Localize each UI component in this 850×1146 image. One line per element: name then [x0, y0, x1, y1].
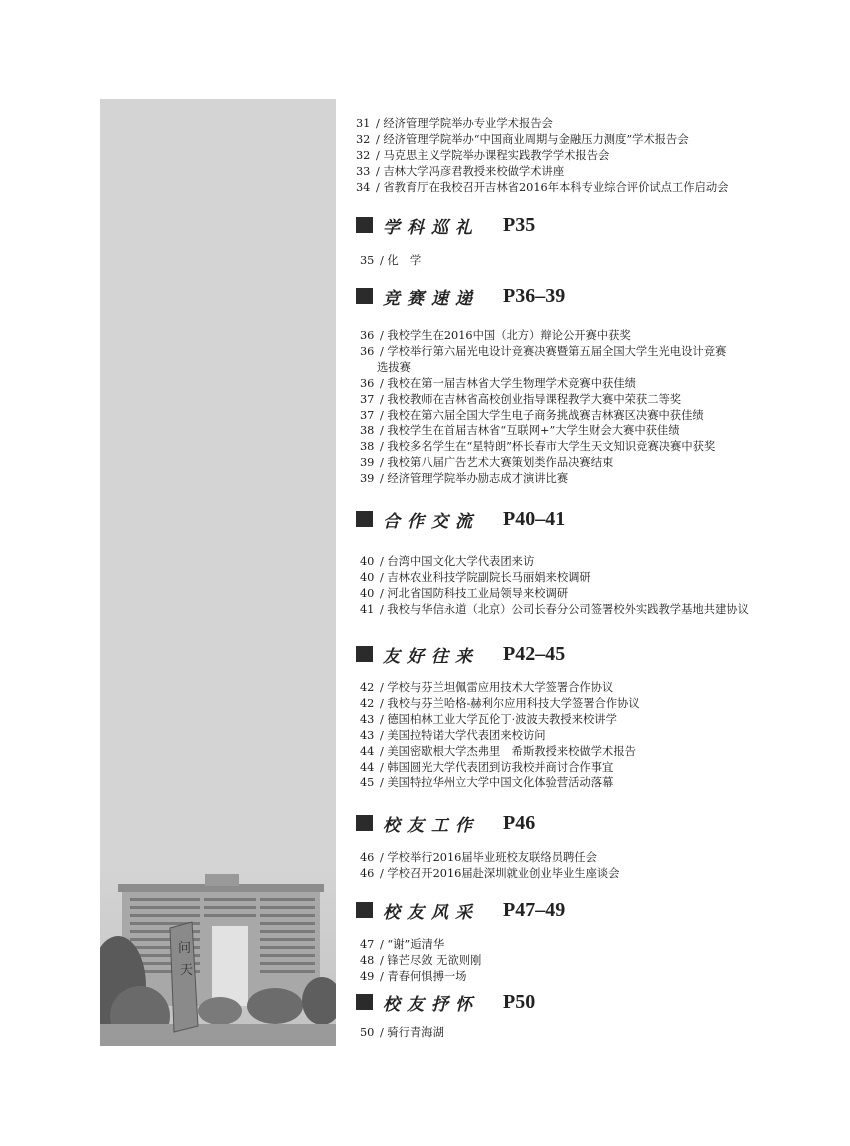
entry-title: 河北省国防科技工业局领导来校调研	[387, 586, 569, 600]
entry-title: 学校与芬兰坦佩雷应用技术大学签署合作协议	[387, 681, 614, 694]
entry-title: 学校举行2016届毕业班校友联络员聘任会	[387, 851, 597, 864]
entry-title: 吉林大学冯彦君教授来校做学术讲座	[383, 164, 565, 178]
entry-title: 我校学生在首届吉林省“互联网+”大学生财会大赛中获佳绩	[387, 424, 680, 438]
entry-page-number: 47	[360, 938, 375, 951]
entry-title: 青春何惧搏一场	[387, 969, 467, 983]
entry-title: 学校召开2016届赴深圳就业创业毕业生座谈会	[387, 866, 620, 880]
entry-title: 吉林农业科技学院副院长马丽娟来校调研	[387, 570, 591, 584]
toc-entry[interactable]: 44 / 韩国圆光大学代表团到访我校并商讨合作事宜	[360, 760, 614, 774]
left-sidebar-panel	[100, 99, 336, 1046]
entry-title: 美国特拉华州立大学中国文化体验营活动落幕	[387, 776, 614, 790]
entry-page-number: 38	[360, 440, 375, 454]
section-square-icon	[356, 217, 373, 233]
toc-entry[interactable]: 37 / 我校教师在吉林省高校创业指导课程教学大赛中荣获二等奖	[360, 392, 682, 406]
entry-page-number: 36	[360, 329, 375, 342]
toc-entry[interactable]: 35 / 化 学	[360, 254, 422, 267]
svg-text:天: 天	[180, 963, 194, 978]
section-page-range: P42–45	[503, 642, 566, 665]
section-page-range: P47–49	[503, 898, 566, 921]
entry-page-number: 40	[360, 555, 375, 568]
toc-entry[interactable]: 31 / 经济管理学院举办专业学术报告会	[356, 117, 553, 130]
entry-title: “谢”逅清华	[387, 938, 445, 951]
entry-page-number: 42	[360, 681, 375, 694]
entry-title: 经济管理学院举办励志成才演讲比赛	[387, 472, 569, 486]
section-header	[356, 812, 535, 834]
section-square-icon	[356, 288, 373, 304]
entry-page-number: 36	[360, 376, 375, 390]
entry-title: 经济管理学院举办“中国商业周期与金融压力测度”学术报告会	[383, 132, 689, 146]
toc-entry[interactable]: 48 / 锋芒尽敛 无欲则刚	[360, 953, 482, 967]
toc-entry[interactable]: 32 / 经济管理学院举办“中国商业周期与金融压力测度”学术报告会	[356, 132, 689, 146]
entry-page-number: 43	[360, 728, 375, 742]
toc-entry[interactable]: 43 / 德国柏林工业大学瓦伦丁·波波夫教授来校讲学	[360, 712, 617, 726]
section-page-range: P35	[503, 213, 536, 236]
entry-page-number: 37	[360, 392, 375, 406]
section-square-icon	[356, 646, 373, 662]
entry-title: 我校与华信永道（北京）公司长春分公司签署校外实践教学基地共建协议	[387, 602, 749, 616]
section-header	[356, 991, 535, 1013]
entry-page-number: 41	[360, 602, 375, 616]
toc-entry[interactable]: 32 / 马克思主义学院举办课程实践教学学术报告会	[356, 148, 610, 162]
toc-entry[interactable]: 38 / 我校多名学生在“星特朗”杯长春市大学生天文知识竞赛决赛中获奖	[360, 440, 716, 454]
entry-title: 我校在第一届吉林省大学生物理学术竞赛中获佳绩	[387, 376, 636, 390]
toc-entry[interactable]: 47 / “谢”逅清华	[360, 938, 445, 951]
toc-entry[interactable]: 44 / 美国密歇根大学杰弗里 希斯教授来校做学术报告	[360, 744, 636, 758]
entry-page-number: 38	[360, 424, 375, 438]
section-page-range: P50	[503, 990, 536, 1013]
toc-entry[interactable]: 42 / 我校与芬兰哈格-赫利尔应用科技大学签署合作协议	[360, 696, 640, 710]
entry-page-number: 40	[360, 570, 375, 584]
toc-entry[interactable]: 39 / 经济管理学院举办励志成才演讲比赛	[360, 472, 569, 486]
toc-entry[interactable]: 37 / 我校在第六届全国大学生电子商务挑战赛吉林赛区决赛中获佳绩	[360, 408, 704, 422]
entry-page-number: 42	[360, 696, 375, 710]
entry-title: 锋芒尽敛 无欲则刚	[387, 953, 482, 967]
toc-entry[interactable]: 36 / 我校在第一届吉林省大学生物理学术竞赛中获佳绩	[360, 376, 636, 390]
toc-entry[interactable]: 38 / 我校学生在首届吉林省“互联网+”大学生财会大赛中获佳绩	[360, 424, 680, 438]
section-square-icon	[356, 511, 373, 527]
stone-inscription: 问	[178, 941, 192, 956]
toc-entry[interactable]: 40 / 河北省国防科技工业局领导来校调研	[360, 586, 569, 600]
section-title: 竞赛速递	[383, 288, 479, 309]
entry-title: 德国柏林工业大学瓦伦丁·波波夫教授来校讲学	[387, 712, 617, 726]
entry-page-number: 31	[356, 117, 371, 130]
entry-title-continued: 选拔赛	[377, 360, 411, 374]
toc-entry[interactable]: 36 / 我校学生在2016中国（北方）辩论公开赛中获奖	[360, 329, 631, 342]
entry-title: 我校多名学生在“星特朗”杯长春市大学生天文知识竞赛决赛中获奖	[387, 440, 716, 454]
entry-page-number: 50	[360, 1026, 375, 1039]
toc-entry[interactable]: 49 / 青春何惧搏一场	[360, 969, 467, 983]
section-title: 校友风采	[383, 902, 479, 923]
toc-entry[interactable]: 40 / 台湾中国文化大学代表团来访	[360, 555, 535, 568]
section-square-icon	[356, 815, 373, 831]
toc-entry[interactable]: 41 / 我校与华信永道（北京）公司长春分公司签署校外实践教学基地共建协议	[360, 602, 749, 616]
toc-entry[interactable]: 43 / 美国拉特诺大学代表团来校访问	[360, 728, 546, 742]
toc-entry[interactable]: 45 / 美国特拉华州立大学中国文化体验营活动落幕	[360, 776, 614, 790]
section-header	[356, 508, 565, 530]
entry-page-number: 49	[360, 969, 375, 983]
toc-entry[interactable]: 33 / 吉林大学冯彦君教授来校做学术讲座	[356, 164, 565, 178]
section-header	[356, 899, 565, 921]
toc-entry[interactable]: 36 / 学校举行第六届光电设计竞赛决赛暨第五届全国大学生光电设计竞赛 选拔赛	[360, 344, 750, 376]
entry-title: 我校学生在2016中国（北方）辩论公开赛中获奖	[387, 329, 631, 342]
entry-page-number: 35	[360, 254, 375, 267]
toc-entry[interactable]: 46 / 学校召开2016届赴深圳就业创业毕业生座谈会	[360, 866, 620, 880]
entry-page-number: 48	[360, 953, 375, 967]
entry-page-number: 32	[356, 148, 371, 162]
section-title: 友好往来	[383, 646, 479, 667]
section-header	[356, 285, 565, 307]
entry-title: 美国密歇根大学杰弗里 希斯教授来校做学术报告	[387, 744, 636, 758]
entry-title: 马克思主义学院举办课程实践教学学术报告会	[383, 148, 610, 162]
entry-title: 台湾中国文化大学代表团来访	[387, 555, 535, 568]
entry-page-number: 44	[360, 744, 375, 758]
entry-page-number: 39	[360, 472, 375, 486]
section-title: 学科巡礼	[383, 217, 479, 238]
toc-entry[interactable]: 46 / 学校举行2016届毕业班校友联络员聘任会	[360, 851, 597, 864]
entry-page-number: 36	[360, 344, 375, 358]
entry-title: 我校在第六届全国大学生电子商务挑战赛吉林赛区决赛中获佳绩	[387, 408, 704, 422]
section-square-icon	[356, 994, 373, 1010]
entry-title: 韩国圆光大学代表团到访我校并商讨合作事宜	[387, 760, 614, 774]
entry-title: 省教育厅在我校召开吉林省2016年本科专业综合评价试点工作启动会	[383, 180, 729, 194]
section-title: 合作交流	[383, 511, 479, 532]
campus-building-photo	[100, 866, 336, 1046]
entry-page-number: 46	[360, 851, 375, 864]
entry-title: 化 学	[387, 254, 422, 267]
entry-page-number: 46	[360, 866, 375, 880]
entry-title: 学校举行第六届光电设计竞赛决赛暨第五届全国大学生光电设计竞赛	[387, 344, 727, 358]
entry-title: 骑行青海湖	[387, 1026, 444, 1039]
toc-entry[interactable]: 50 / 骑行青海湖	[360, 1026, 444, 1039]
section-title: 校友工作	[383, 815, 479, 836]
toc-entry[interactable]: 39 / 我校第八届广告艺术大赛策划类作品决赛结束	[360, 456, 614, 470]
entry-title: 我校教师在吉林省高校创业指导课程教学大赛中荣获二等奖	[387, 392, 682, 406]
entry-page-number: 44	[360, 760, 375, 774]
section-page-range: P46	[503, 811, 536, 834]
entry-page-number: 45	[360, 776, 375, 790]
entry-page-number: 40	[360, 586, 375, 600]
entry-title: 经济管理学院举办专业学术报告会	[383, 117, 553, 130]
entry-page-number: 43	[360, 712, 375, 726]
section-page-range: P40–41	[503, 507, 566, 530]
entry-title: 我校第八届广告艺术大赛策划类作品决赛结束	[387, 456, 614, 470]
entry-page-number: 33	[356, 164, 371, 178]
section-header	[356, 643, 565, 665]
section-page-range: P36–39	[503, 284, 566, 307]
toc-entry[interactable]: 34 / 省教育厅在我校召开吉林省2016年本科专业综合评价试点工作启动会	[356, 180, 729, 194]
entry-title: 美国拉特诺大学代表团来校访问	[387, 728, 546, 742]
section-square-icon	[356, 902, 373, 918]
entry-page-number: 37	[360, 408, 375, 422]
entry-page-number: 39	[360, 456, 375, 470]
entry-page-number: 32	[356, 132, 371, 146]
entry-title: 我校与芬兰哈格-赫利尔应用科技大学签署合作协议	[387, 696, 640, 710]
entry-page-number: 34	[356, 180, 371, 194]
toc-entry[interactable]: 40 / 吉林农业科技学院副院长马丽娟来校调研	[360, 570, 591, 584]
toc-entry[interactable]: 42 / 学校与芬兰坦佩雷应用技术大学签署合作协议	[360, 681, 614, 694]
section-title: 校友抒怀	[383, 994, 479, 1015]
section-header	[356, 214, 535, 236]
